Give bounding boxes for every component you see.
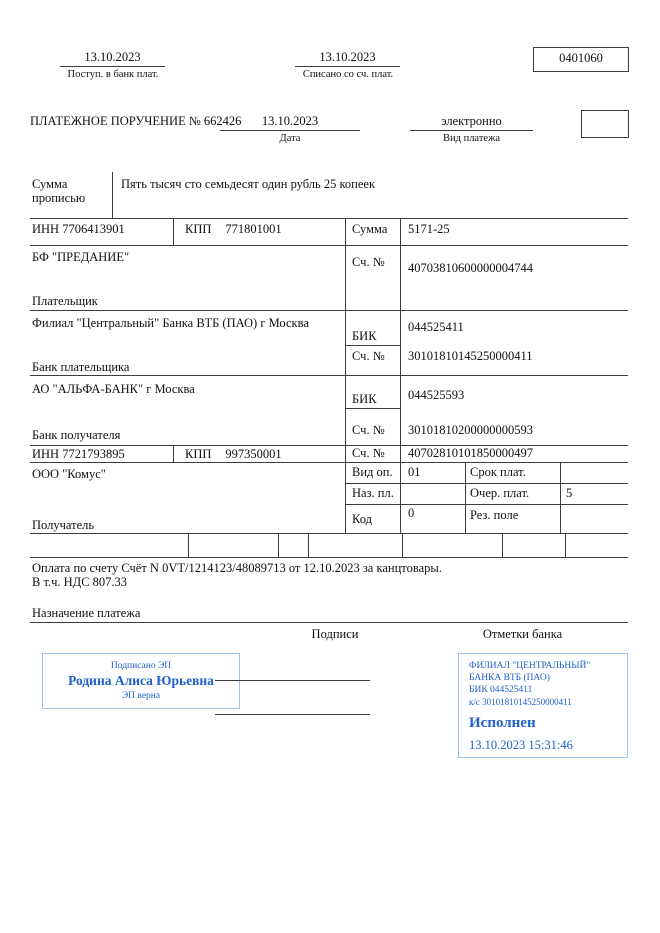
bank-stamp <box>458 653 628 758</box>
amount-words-divider <box>112 172 113 218</box>
grid-line <box>188 533 189 557</box>
purpose-label: Назначение платежа <box>32 606 141 620</box>
document-date-label: Дата <box>279 133 301 144</box>
payer-account: 40703810600000004744 <box>408 261 533 275</box>
beneficiary-bank-label: Банк получателя <box>32 428 121 442</box>
document-title: ПЛАТЕЖНОЕ ПОРУЧЕНИЕ № 662426 <box>30 114 242 128</box>
grid-line <box>560 462 561 533</box>
beneficiary-account-label: Сч. № <box>352 446 385 460</box>
payment-kind-label: Вид платежа <box>442 133 500 144</box>
priority-value: 5 <box>566 486 573 500</box>
amount-in-words-label: Сумма прописью <box>32 177 86 205</box>
payer-kpp <box>185 222 282 236</box>
grid-line <box>30 445 628 446</box>
op-kind-value: 01 <box>408 465 421 479</box>
beneficiary-inn: ИНН 7721793895 <box>32 447 125 461</box>
received-date: 13.10.2023 <box>84 50 141 64</box>
grid-line <box>173 445 174 462</box>
amount-in-words: Пять тысяч сто семьдесят один рубль 25 копеек <box>121 177 376 191</box>
beneficiary-kpp-label: КПП <box>185 447 212 461</box>
grid-line <box>30 533 628 534</box>
signature-line-1 <box>215 680 370 681</box>
form-code-box <box>533 47 629 72</box>
document-date-underline <box>220 130 360 131</box>
payer-bank-account-label: Сч. № <box>352 349 385 363</box>
grid-line <box>565 533 566 557</box>
grid-line <box>345 504 628 505</box>
received-date-label: Поступ. в банк плат. <box>67 69 159 80</box>
bank-stamp-name: ФИЛИАЛ "ЦЕНТРАЛЬНЫЙ" БАНКА ВТБ (ПАО) <box>469 661 591 683</box>
payer-bank-bik-label: БИК <box>352 329 377 343</box>
debited-date-underline <box>295 66 400 67</box>
payer-bank-bik: 044525411 <box>408 320 464 334</box>
bank-stamp-datetime: 13.10.2023 15:31:46 <box>469 737 573 752</box>
document-date: 13.10.2023 <box>261 114 319 128</box>
signatures-label: Подписи <box>311 627 359 641</box>
grid-line <box>400 218 401 533</box>
grid-line <box>465 462 466 533</box>
bank-stamp-bik: БИК 044525411 <box>469 684 533 695</box>
amount-value: 5171-25 <box>408 222 450 236</box>
signature-line-2 <box>215 714 370 715</box>
received-date-underline <box>60 66 165 67</box>
grid-line <box>502 533 503 557</box>
form-code: 0401060 <box>559 51 603 65</box>
grid-line <box>30 245 628 246</box>
grid-line <box>30 310 628 311</box>
due-label: Срок плат. <box>470 465 526 479</box>
payer-bank-name: Филиал "Центральный" Банка ВТБ (ПАО) г Москва <box>32 316 309 330</box>
beneficiary-bank-account-label: Сч. № <box>352 423 385 437</box>
purpose-text-line2: В т.ч. НДС 807.33 <box>32 575 128 589</box>
bank-stamp-status: Исполнен <box>469 714 536 731</box>
beneficiary-label: Получатель <box>32 518 95 532</box>
purpose-text-line1: Оплата по счету Счёт N 0VT/1214123/48089713 от 12.10.2023 за канцтовары. <box>32 561 442 575</box>
payer-name: БФ "ПРЕДАНИЕ" <box>32 250 130 264</box>
grid-line <box>345 218 346 533</box>
grid-line <box>278 533 279 557</box>
beneficiary-kpp-value: 997350001 <box>225 447 282 461</box>
signature-stamp-name: Родина Алиса Юрьевна <box>68 673 214 688</box>
payment-kind-underline <box>410 130 533 131</box>
res-field-label: Рез. поле <box>470 508 519 522</box>
payer-bank-label: Банк плательщика <box>32 360 130 374</box>
beneficiary-bank-bik: 044525593 <box>408 388 465 402</box>
purpose-code-label: Наз. пл. <box>352 486 394 500</box>
grid-line <box>30 462 628 463</box>
payer-kpp-value: 771801001 <box>225 222 282 236</box>
beneficiary-bank-bik-label: БИК <box>352 392 377 406</box>
grid-line <box>402 533 403 557</box>
beneficiary-bank-name: АО "АЛЬФА-БАНК" г Москва <box>32 382 195 396</box>
debited-date: 13.10.2023 <box>319 50 376 64</box>
priority-label: Очер. плат. <box>470 486 530 500</box>
purpose-underline <box>30 622 628 623</box>
grid-line <box>173 218 174 245</box>
payer-kpp-label: КПП <box>185 222 212 236</box>
payer-account-label: Сч. № <box>352 255 385 269</box>
op-kind-label: Вид оп. <box>352 465 393 479</box>
bank-stamp-corr-account: к/с 30101810145250000411 <box>469 696 572 707</box>
signature-stamp-line3: ЭП верна <box>121 691 161 701</box>
payment-kind-box <box>581 110 629 138</box>
grid-line <box>345 483 628 484</box>
grid-line <box>30 218 628 219</box>
payer-inn: ИНН 7706413901 <box>32 222 125 236</box>
bank-marks-label: Отметки банка <box>482 627 563 641</box>
payer-label: Плательщик <box>32 294 98 308</box>
debited-date-label: Списано со сч. плат. <box>302 69 394 80</box>
payer-bank-account: 30101810145250000411 <box>408 349 533 363</box>
beneficiary-name: ООО "Комус" <box>32 467 106 481</box>
signature-stamp <box>42 653 240 709</box>
grid-line <box>30 375 628 376</box>
signature-stamp-line1: Подписано ЭП <box>110 661 172 671</box>
grid-line <box>345 408 400 409</box>
grid-line <box>30 557 628 558</box>
amount-label: Сумма <box>352 222 388 236</box>
code-label: Код <box>352 512 372 526</box>
grid-line <box>308 533 309 557</box>
beneficiary-bank-account: 30101810200000000593 <box>408 423 533 437</box>
beneficiary-account: 40702810101850000497 <box>408 446 533 460</box>
payment-kind: электронно <box>441 114 502 128</box>
grid-line <box>345 345 400 346</box>
beneficiary-kpp <box>185 447 282 461</box>
code-value: 0 <box>408 506 415 520</box>
